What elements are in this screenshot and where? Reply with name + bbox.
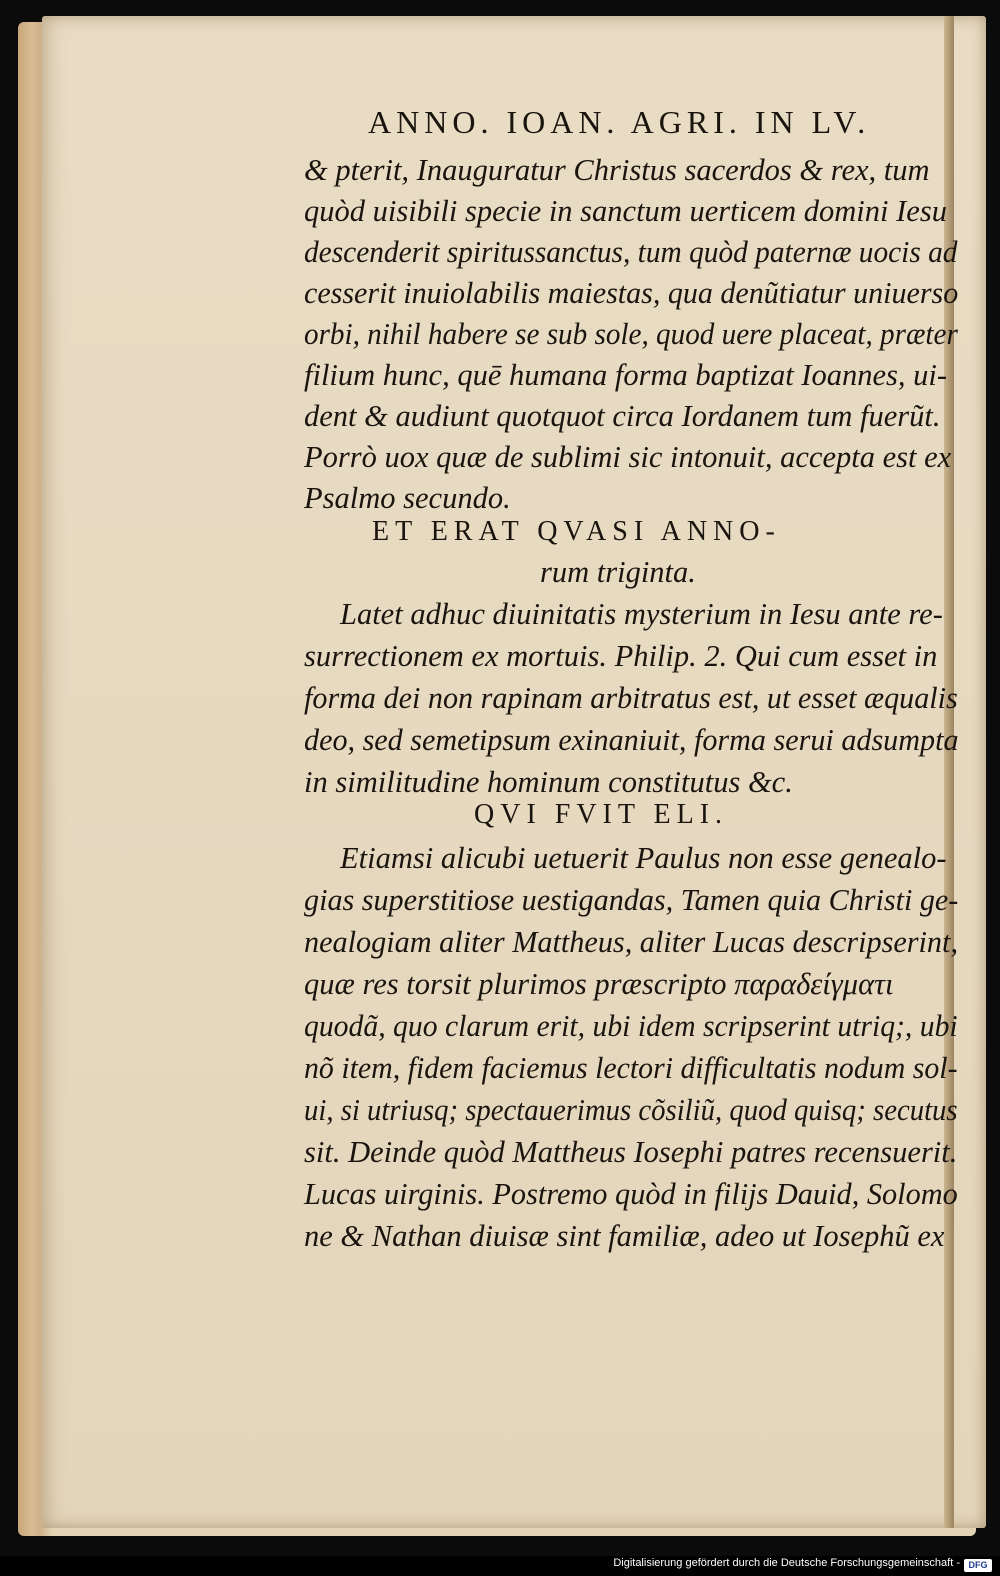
text-line: filium hunc, quē humana forma baptizat Ioannes, ui- [304, 358, 948, 392]
text-line: deo, sed semetipsum exinaniuit, forma serui adsumpta [304, 723, 959, 757]
text-line: cesserit inuiolabilis maiestas, qua denũtiatur uniuerso [304, 276, 959, 310]
text-line: in similitudine hominum constitutus &c. [304, 765, 793, 799]
dfg-logo: DFG [964, 1559, 992, 1572]
text-line: orbi, nihil habere se sub sole, quod uere placeat, præter [304, 317, 958, 351]
text-line: Psalmo secundo. [304, 481, 511, 515]
section-heading: QVI FVIT ELI. [474, 799, 729, 830]
text-line: quòd uisibili specie in sanctum uerticem domini Iesu [304, 194, 947, 228]
text-line: quæ res torsit plurimos præscripto παραδείγματι [304, 967, 894, 1001]
text-line: Lucas uirginis. Postremo quòd in filijs Dauid, Solomo [304, 1177, 958, 1211]
text-line: Porrò uox quæ de sublimi sic intonuit, accepta est ex [304, 440, 952, 474]
text-line: ui, si utriusq; spectauerimus cõsiliũ, quod quisq; secutus [304, 1093, 958, 1127]
text-line: sit. Deinde quòd Mattheus Iosephi patres recensuerit. [304, 1135, 958, 1169]
text-line: dent & audiunt quotquot circa Iordanem tum fuerũt. [304, 399, 941, 433]
running-head: ANNO. IOAN. AGRI. IN LV. [368, 104, 871, 140]
text-line: nealogiam aliter Mattheus, aliter Lucas descripserint, [304, 925, 958, 959]
text-line: nõ item, fidem faciemus lectori difficultatis nodum sol- [304, 1051, 958, 1085]
funding-credit: Digitalisierung gefördert durch die Deutsche Forschungsgemeinschaft - [613, 1557, 960, 1569]
text-line: ne & Nathan diuisæ sint familiæ, adeo ut Iosephũ ex [304, 1219, 945, 1253]
section-heading: ET ERAT QVASI ANNO- [372, 516, 781, 547]
digitization-footer [0, 1556, 1000, 1576]
text-line: & pterit, Inauguratur Christus sacerdos & rex, tum [304, 153, 930, 187]
section-heading-continued: rum triginta. [540, 555, 696, 589]
text-line: descenderit spiritussanctus, tum quòd paternæ uocis ad [304, 235, 958, 269]
text-line: gias superstitiose uestigandas, Tamen quia Christi ge- [304, 883, 959, 917]
text-line: surrectionem ex mortuis. Philip. 2. Qui cum esset in [304, 639, 938, 673]
text-line: forma dei non rapinam arbitratus est, ut esset æqualis [304, 681, 958, 715]
text-line: Etiamsi alicubi uetuerit Paulus non esse genealo- [340, 841, 947, 875]
text-line: Latet adhuc diuinitatis mysterium in Iesu ante re- [340, 597, 943, 631]
text-line: quodã, quo clarum erit, ubi idem scripserint utriq;, ubi [304, 1009, 958, 1043]
